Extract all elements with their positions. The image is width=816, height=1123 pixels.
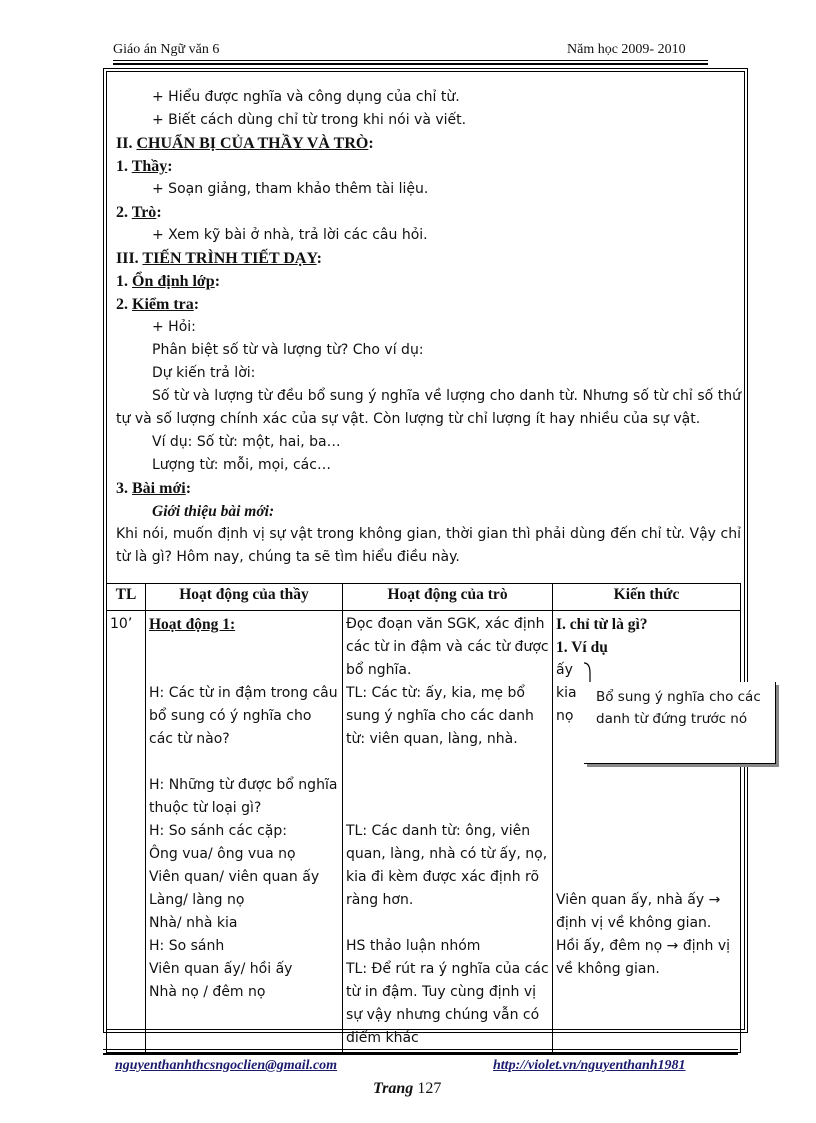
teacher-q4-pair1: Viên quan ấy/ hồi ấy	[149, 961, 293, 977]
page-number: Trang 127	[373, 1080, 442, 1097]
objective-line-1: + Hiểu được nghĩa và công dụng của chỉ từ.	[152, 89, 460, 105]
teacher-prep: + Soạn giảng, tham khảo thêm tài liệu.	[152, 181, 429, 197]
footer-rule-2	[103, 1053, 738, 1055]
teacher-q3: H: So sánh các cặp:	[149, 823, 287, 839]
lesson-table	[106, 583, 741, 1053]
cell-teacher	[146, 611, 343, 1053]
header-right: Năm học 2009- 2010	[567, 42, 686, 57]
header-knowledge: Kiến thức	[553, 584, 741, 611]
header-rule	[113, 60, 708, 61]
section-heading-2: II. CHUẨN BỊ CỦA THẦY VÀ TRÒ:	[116, 135, 374, 152]
teacher-q4-pair2: Nhà nọ / đêm nọ	[149, 984, 266, 1000]
word-no: nọ	[556, 708, 574, 724]
teacher-q3-pair2: Viên quan/ viên quan ấy	[149, 869, 320, 885]
student-prep: + Xem kỹ bài ở nhà, trả lời các câu hỏi.	[152, 227, 428, 243]
cell-student	[343, 611, 553, 1053]
subheading-check: 2. Kiểm tra:	[116, 296, 200, 313]
knowledge-space-1: Viên quan ấy, nhà ấy → định vị về không gian.	[556, 892, 721, 931]
expected-answer-label: Dự kiến trả lời:	[152, 365, 256, 381]
student-a4-label: HS thảo luận nhóm	[346, 938, 481, 954]
header-left: Giáo án Ngữ văn 6	[113, 42, 220, 57]
word-ay: ấy	[556, 662, 573, 678]
question-label: + Hỏi:	[152, 319, 196, 335]
cell-knowledge	[553, 611, 741, 1053]
teacher-q3-pair3: Làng/ làng nọ	[149, 892, 245, 908]
expected-answer: Số từ và lượng từ đều bổ sung ý nghĩa về lượng cho danh từ. Nhưng số từ chỉ số thứ tự và số lượng chính xác của sự vật. Còn lượng từ chỉ lượng ít hay nhiều của sự vật.	[116, 388, 741, 427]
teacher-q2: H: Những từ được bổ nghĩa thuộc từ loại gì?	[149, 777, 338, 816]
knowledge-space-2: Hồi ấy, đêm nọ → định vị về không gian.	[556, 938, 731, 977]
student-a3: TL: Các danh từ: ông, viên quan, làng, nhà có từ ấy, nọ, kia đi kèm được xác định rõ ràng hơn.	[346, 823, 548, 908]
footer-rule	[103, 1049, 738, 1050]
student-a2: TL: Các từ: ấy, kia, mẹ bổ sung ý nghĩa cho các danh từ: viên quan, làng, nhà.	[346, 685, 534, 747]
teacher-q1: H: Các từ in đậm trong câu bổ sung có ý nghĩa cho các từ nào?	[149, 685, 338, 747]
table-header-row	[107, 584, 741, 611]
header-teacher: Hoạt động của thầy	[146, 584, 343, 611]
intro-label: Giới thiệu bài mới:	[152, 503, 275, 520]
footer-url[interactable]: http://violet.vn/nguyenthanh1981	[493, 1058, 686, 1073]
section-heading-3: III. TIẾN TRÌNH TIẾT DẠY:	[116, 250, 322, 267]
knowledge-example: 1. Ví dụ	[556, 639, 608, 656]
example-quantifiers: Lượng từ: mỗi, mọi, các…	[152, 457, 331, 473]
header-rule-2	[113, 63, 708, 65]
teacher-q3-pair1: Ông vua/ ông vua nọ	[149, 846, 296, 862]
word-kia: kia	[556, 685, 577, 701]
footer-email[interactable]: nguyenthanhthcsngoclien@gmail.com	[115, 1058, 338, 1073]
subheading-class-order: 1. Ổn định lớp:	[116, 273, 221, 290]
knowledge-heading: I. chỉ từ là gì?	[556, 616, 648, 633]
activity-title: Hoạt động 1:	[149, 616, 236, 633]
explanation-note: Bổ sung ý nghĩa cho các danh từ đứng trước nó	[584, 682, 776, 764]
student-a1: Đọc đoạn văn SGK, xác định các từ in đậm và các từ được bổ nghĩa.	[346, 616, 549, 678]
cell-time: 10’	[107, 611, 146, 1053]
subheading-student: 2. Trò:	[116, 204, 162, 221]
header-student: Hoạt động của trò	[343, 584, 553, 611]
objective-line-2: + Biết cách dùng chỉ từ trong khi nói và viết.	[152, 112, 467, 128]
example-numerals: Ví dụ: Số từ: một, hai, ba…	[152, 434, 341, 450]
student-a4: TL: Để rút ra ý nghĩa của các từ in đậm. Tuy cùng định vị sự vậy nhưng chúng vẫn có điểm khác	[346, 961, 549, 1046]
lesson-content	[116, 86, 741, 569]
table-row	[107, 611, 741, 1053]
subheading-teacher: 1. Thầy:	[116, 158, 173, 175]
teacher-q4: H: So sánh	[149, 938, 225, 954]
teacher-q3-pair4: Nhà/ nhà kia	[149, 915, 238, 931]
question-text: Phân biệt số từ và lượng từ? Cho ví dụ:	[152, 342, 424, 358]
header-tl: TL	[107, 584, 146, 611]
subheading-new-lesson: 3. Bài mới:	[116, 480, 192, 497]
intro-text: Khi nói, muốn định vị sự vật trong không gian, thời gian thì phải dùng đến chỉ từ. Vậy chỉ từ là gì? Hôm nay, chúng ta sẽ tìm hiểu điều này.	[116, 526, 741, 565]
